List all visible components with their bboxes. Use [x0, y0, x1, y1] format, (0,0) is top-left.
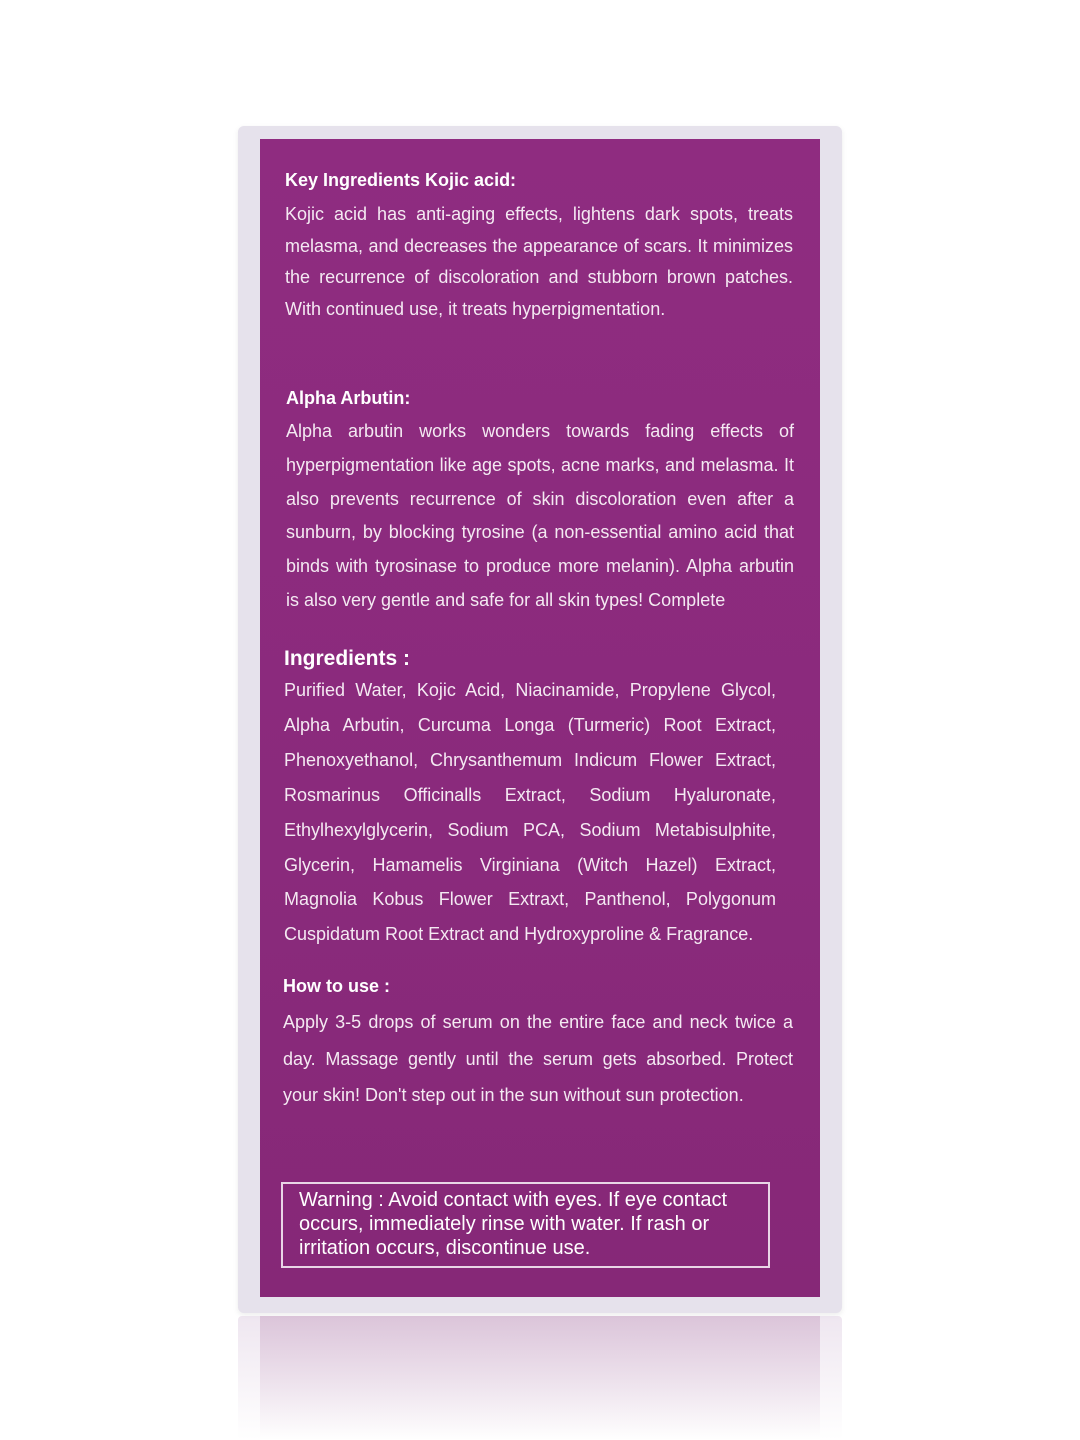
ingredients-heading: Ingredients :: [284, 647, 411, 670]
ingredients-list: Purified Water, Kojic Acid, Niacinamide, Propylene Glycol, Alpha Arbutin, Curcuma Longa (Turmeric) Root Extract, Phenoxyethanol, Chrysanthemum Indicum Flower Extract, Rosmarinus Officinalls Extract, Sodium Hyaluronate, Ethylhexylglycerin, Sodium PCA, Sodium Metabisulphite, Glycerin, Hamamelis Virginiana (Witch Hazel) Extract, Magnolia Kobus Flower Extraxt, Panthenol, Polygonum Cuspidatum Root Extract and Hydroxyproline & Fragrance.: [284, 680, 776, 945]
alpha-arbutin-heading: Alpha Arbutin:: [286, 388, 411, 408]
reflection-panel: [260, 1316, 820, 1440]
kojic-acid-heading: Key Ingredients Kojic acid:: [285, 170, 517, 190]
warning-box: [281, 1182, 770, 1268]
how-to-use-instructions: Apply 3-5 drops of serum on the entire face and neck twice a day. Massage gently until the serum gets absorbed. Protect your skin! Don't step out in the sun without sun protection.: [283, 1012, 793, 1105]
how-to-use-heading: How to use :: [283, 976, 390, 996]
warning-text: Warning : Avoid contact with eyes. If eye contact occurs, immediately rinse with water. If rash or irritation occurs, discontinue use.: [299, 1189, 727, 1259]
kojic-acid-description: Kojic acid has anti-aging effects, lightens dark spots, treats melasma, and decreases the appearance of scars. It minimizes the recurrence of discoloration and stubborn brown patches. With continued use, it treats hyperpigmentation.: [285, 204, 793, 319]
alpha-arbutin-description: Alpha arbutin works wonders towards fading effects of hyperpigmentation like age spots, acne marks, and melasma. It also prevents recurrence of skin discoloration even after a sunburn, by blocking tyrosine (a non-essential amino acid that binds with tyrosinase to produce more melanin). Alpha arbutin is also very gentle and safe for all skin types! Complete: [286, 421, 794, 610]
box-reflection: [238, 1316, 842, 1440]
